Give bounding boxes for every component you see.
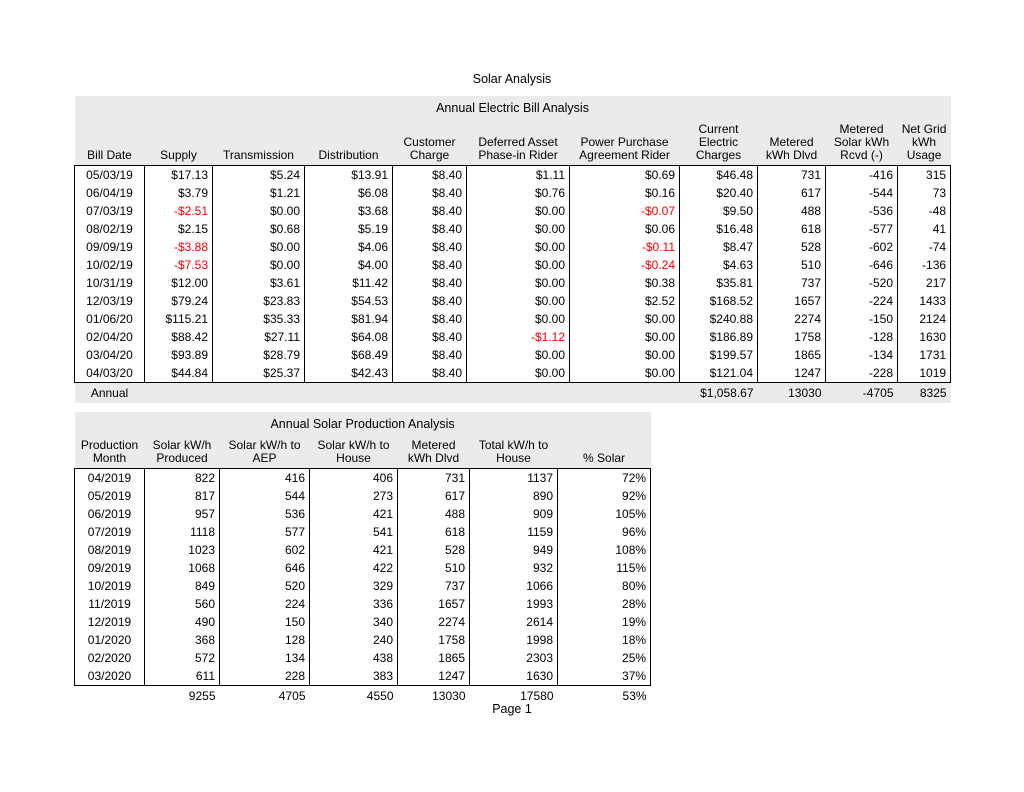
table-cell: 536 (220, 505, 310, 523)
solar-total-cell: 17580 (470, 686, 558, 707)
table-cell: 128 (220, 631, 310, 649)
bill-analysis-table (74, 96, 951, 403)
table-cell: -536 (826, 202, 898, 220)
table-cell: 422 (310, 559, 398, 577)
table-cell: 09/09/19 (75, 238, 145, 256)
table-cell: $35.81 (680, 274, 758, 292)
bill-total-blank-ppa-rider (570, 383, 680, 404)
table-cell: $42.43 (305, 364, 393, 383)
solar-total-cell: 53% (558, 686, 651, 707)
table-cell: $5.24 (213, 166, 305, 185)
table-cell: 2614 (470, 613, 558, 631)
table-cell: $9.50 (680, 202, 758, 220)
table-cell: 11/2019 (75, 595, 145, 613)
table-cell: $0.00 (467, 220, 570, 238)
solar-total-cell: 9255 (145, 686, 220, 707)
table-cell: 07/03/19 (75, 202, 145, 220)
table-cell: 96% (558, 523, 651, 541)
table-cell: 421 (310, 505, 398, 523)
bill-header-transmission: Transmission (213, 121, 305, 166)
table-cell: 01/06/20 (75, 310, 145, 328)
solar-table-body (75, 469, 651, 686)
table-cell: 10/2019 (75, 577, 145, 595)
table-cell: 150 (220, 613, 310, 631)
table-cell: 528 (398, 541, 470, 559)
table-cell: $25.37 (213, 364, 305, 383)
table-row (75, 274, 951, 292)
table-row (75, 577, 651, 595)
solar-total-cell: 4705 (220, 686, 310, 707)
table-row (75, 202, 951, 220)
table-cell: $0.00 (213, 202, 305, 220)
table-cell: $121.04 (680, 364, 758, 383)
table-cell: 368 (145, 631, 220, 649)
table-cell: $0.68 (213, 220, 305, 238)
table-cell: 134 (220, 649, 310, 667)
table-cell: $81.94 (305, 310, 393, 328)
table-cell: $8.40 (393, 256, 467, 274)
table-cell: 73 (898, 184, 951, 202)
table-cell: -$2.51 (145, 202, 213, 220)
table-cell: 949 (470, 541, 558, 559)
table-cell: 957 (145, 505, 220, 523)
table-cell: 1023 (145, 541, 220, 559)
table-cell: $4.63 (680, 256, 758, 274)
table-cell: $3.61 (213, 274, 305, 292)
table-cell: 10/02/19 (75, 256, 145, 274)
table-row (75, 346, 951, 364)
table-cell: 528 (758, 238, 826, 256)
bill-total-current-electric-charges: $1,058.67 (680, 383, 758, 404)
table-cell: 1066 (470, 577, 558, 595)
table-cell: -128 (826, 328, 898, 346)
bill-header-deferred-asset-phase-in-rider: Deferred Asset Phase-in Rider (467, 121, 570, 166)
solar-production-table (74, 412, 651, 706)
table-cell: $93.89 (145, 346, 213, 364)
table-cell: $199.57 (680, 346, 758, 364)
table-cell: 1630 (898, 328, 951, 346)
table-row (75, 166, 951, 185)
table-cell: $8.40 (393, 202, 467, 220)
bill-total-net-grid-kwh-usage: 8325 (898, 383, 951, 404)
bill-header-customer-charge: Customer Charge (393, 121, 467, 166)
table-cell: 19% (558, 613, 651, 631)
table-cell: -48 (898, 202, 951, 220)
table-cell: $8.40 (393, 328, 467, 346)
table-cell: 822 (145, 469, 220, 488)
bill-header-power-purchase-agreement-rider: Power Purchase Agreement Rider (570, 121, 680, 166)
table-cell: 25% (558, 649, 651, 667)
solar-total-cell: 4550 (310, 686, 398, 707)
table-cell: $0.16 (570, 184, 680, 202)
table-row (75, 310, 951, 328)
table-cell: $0.00 (570, 346, 680, 364)
table-cell: 541 (310, 523, 398, 541)
table-cell: $0.00 (467, 364, 570, 383)
table-cell: $27.11 (213, 328, 305, 346)
table-cell: -544 (826, 184, 898, 202)
table-cell: $4.06 (305, 238, 393, 256)
page-title: Solar Analysis (472, 72, 552, 86)
table-cell: $46.48 (680, 166, 758, 185)
table-cell: 1159 (470, 523, 558, 541)
table-row (75, 184, 951, 202)
table-cell: 72% (558, 469, 651, 488)
solar-header-production-month: Production Month (75, 437, 145, 469)
table-cell: 07/2019 (75, 523, 145, 541)
table-cell: 224 (220, 595, 310, 613)
table-cell: $5.19 (305, 220, 393, 238)
bill-total-blank-distribution (305, 383, 393, 404)
table-cell: 611 (145, 667, 220, 686)
table-cell: $20.40 (680, 184, 758, 202)
bill-total-blank-customer-charge (393, 383, 467, 404)
table-cell: $8.40 (393, 220, 467, 238)
table-cell: 890 (470, 487, 558, 505)
table-cell: 92% (558, 487, 651, 505)
table-cell: 04/2019 (75, 469, 145, 488)
solar-header-solar-kwh-to-house: Solar kW/h to House (310, 437, 398, 469)
bill-total-metered-solar-kwh-rcvd: -4705 (826, 383, 898, 404)
table-cell: $8.40 (393, 346, 467, 364)
table-cell: 08/2019 (75, 541, 145, 559)
table-cell: $4.00 (305, 256, 393, 274)
bill-table-body (75, 166, 951, 383)
table-cell: 329 (310, 577, 398, 595)
table-cell: 1433 (898, 292, 951, 310)
table-cell: $0.00 (570, 328, 680, 346)
table-row (75, 523, 651, 541)
table-row (75, 469, 651, 488)
table-row (75, 649, 651, 667)
table-cell: 1865 (758, 346, 826, 364)
table-cell: $17.13 (145, 166, 213, 185)
table-cell: 490 (145, 613, 220, 631)
table-cell: 2124 (898, 310, 951, 328)
table-cell: 817 (145, 487, 220, 505)
table-cell: 1758 (398, 631, 470, 649)
table-cell: $28.79 (213, 346, 305, 364)
table-cell: -74 (898, 238, 951, 256)
table-cell: $186.89 (680, 328, 758, 346)
table-cell: 09/2019 (75, 559, 145, 577)
table-cell: 488 (758, 202, 826, 220)
bill-analysis-section (74, 96, 950, 403)
table-cell: 18% (558, 631, 651, 649)
table-cell: $168.52 (680, 292, 758, 310)
table-cell: 731 (398, 469, 470, 488)
table-cell: 06/04/19 (75, 184, 145, 202)
table-cell: -416 (826, 166, 898, 185)
bill-total-blank-supply (145, 383, 213, 404)
table-cell: $44.84 (145, 364, 213, 383)
table-cell: $2.15 (145, 220, 213, 238)
table-cell: 646 (220, 559, 310, 577)
table-cell: $0.76 (467, 184, 570, 202)
solar-table-band-title: Annual Solar Production Analysis (270, 417, 455, 431)
table-cell: -134 (826, 346, 898, 364)
table-row (75, 364, 951, 383)
bill-header-metered-kwh-dlvd: Metered kWh Dlvd (758, 121, 826, 166)
table-row (75, 613, 651, 631)
table-cell: 2303 (470, 649, 558, 667)
table-cell: $0.00 (570, 364, 680, 383)
bill-total-label: Annual (75, 383, 145, 404)
table-cell: -$1.12 (467, 328, 570, 346)
table-cell: -646 (826, 256, 898, 274)
table-row (75, 559, 651, 577)
table-cell: $1.21 (213, 184, 305, 202)
table-cell: 105% (558, 505, 651, 523)
table-cell: 618 (398, 523, 470, 541)
table-cell: $13.91 (305, 166, 393, 185)
table-cell: 05/03/19 (75, 166, 145, 185)
table-cell: $8.47 (680, 238, 758, 256)
bill-total-blank-deferred-rider (467, 383, 570, 404)
table-cell: -224 (826, 292, 898, 310)
solar-production-section (74, 412, 650, 706)
table-cell: $0.00 (467, 238, 570, 256)
table-cell: 1865 (398, 649, 470, 667)
table-cell: $0.00 (467, 346, 570, 364)
solar-header-solar-kwh-produced: Solar kW/h Produced (145, 437, 220, 469)
table-cell: 12/03/19 (75, 292, 145, 310)
table-row (75, 667, 651, 686)
table-row (75, 631, 651, 649)
table-cell: $0.00 (213, 256, 305, 274)
table-cell: 06/2019 (75, 505, 145, 523)
table-cell: 240 (310, 631, 398, 649)
table-cell: -150 (826, 310, 898, 328)
table-cell: 10/31/19 (75, 274, 145, 292)
table-cell: 510 (398, 559, 470, 577)
table-cell: $3.79 (145, 184, 213, 202)
table-cell: 1068 (145, 559, 220, 577)
table-cell: $8.40 (393, 364, 467, 383)
table-cell: 1657 (758, 292, 826, 310)
table-cell: 1993 (470, 595, 558, 613)
table-cell: $0.00 (467, 292, 570, 310)
table-cell: 04/03/20 (75, 364, 145, 383)
table-row (75, 328, 951, 346)
table-row (75, 595, 651, 613)
table-cell: $2.52 (570, 292, 680, 310)
table-cell: -136 (898, 256, 951, 274)
table-row (75, 238, 951, 256)
table-cell: 617 (758, 184, 826, 202)
table-cell: 2274 (398, 613, 470, 631)
table-row (75, 256, 951, 274)
table-cell: 80% (558, 577, 651, 595)
table-cell: $1.11 (467, 166, 570, 185)
table-cell: $0.69 (570, 166, 680, 185)
table-cell: 05/2019 (75, 487, 145, 505)
table-cell: 438 (310, 649, 398, 667)
table-cell: 1731 (898, 346, 951, 364)
table-cell: 2274 (758, 310, 826, 328)
bill-header-metered-solar-kwh-rcvd: Metered Solar kWh Rcvd (-) (826, 121, 898, 166)
table-cell: 37% (558, 667, 651, 686)
table-cell: -$0.07 (570, 202, 680, 220)
table-cell: $68.49 (305, 346, 393, 364)
table-cell: 737 (398, 577, 470, 595)
table-cell: $12.00 (145, 274, 213, 292)
table-cell: 572 (145, 649, 220, 667)
solar-header-metered-kwh-dlvd: Metered kWh Dlvd (398, 437, 470, 469)
table-row (75, 487, 651, 505)
table-cell: $0.00 (467, 310, 570, 328)
table-cell: 1019 (898, 364, 951, 383)
table-cell: $3.68 (305, 202, 393, 220)
table-cell: 1758 (758, 328, 826, 346)
table-cell: 1247 (758, 364, 826, 383)
table-cell: 315 (898, 166, 951, 185)
table-cell: 1998 (470, 631, 558, 649)
bill-total-row (75, 383, 951, 404)
table-cell: $11.42 (305, 274, 393, 292)
solar-table-band (75, 412, 651, 437)
table-cell: $8.40 (393, 310, 467, 328)
table-cell: 544 (220, 487, 310, 505)
table-cell: 02/04/20 (75, 328, 145, 346)
solar-header-percent-solar: % Solar (558, 437, 651, 469)
table-cell: $0.00 (467, 202, 570, 220)
table-row (75, 292, 951, 310)
table-cell: 12/2019 (75, 613, 145, 631)
table-row (75, 541, 651, 559)
table-cell: 273 (310, 487, 398, 505)
table-row (75, 505, 651, 523)
table-cell: 488 (398, 505, 470, 523)
table-cell: 41 (898, 220, 951, 238)
table-cell: $8.40 (393, 184, 467, 202)
table-cell: 416 (220, 469, 310, 488)
table-cell: 909 (470, 505, 558, 523)
solar-table-header-row (75, 437, 651, 469)
table-cell: $6.08 (305, 184, 393, 202)
table-cell: -$0.11 (570, 238, 680, 256)
table-cell: 520 (220, 577, 310, 595)
table-cell: 1630 (470, 667, 558, 686)
table-cell: $79.24 (145, 292, 213, 310)
table-cell: -577 (826, 220, 898, 238)
table-cell: $8.40 (393, 238, 467, 256)
table-cell: 1137 (470, 469, 558, 488)
table-cell: 115% (558, 559, 651, 577)
table-cell: $0.00 (467, 256, 570, 274)
table-cell: 932 (470, 559, 558, 577)
table-cell: 03/2020 (75, 667, 145, 686)
table-cell: 617 (398, 487, 470, 505)
table-cell: 618 (758, 220, 826, 238)
solar-header-total-kwh-to-house: Total kW/h to House (470, 437, 558, 469)
table-cell: 28% (558, 595, 651, 613)
table-row (75, 220, 951, 238)
table-cell: $240.88 (680, 310, 758, 328)
table-cell: 108% (558, 541, 651, 559)
table-cell: $16.48 (680, 220, 758, 238)
table-cell: 510 (758, 256, 826, 274)
table-cell: $35.33 (213, 310, 305, 328)
solar-header-solar-kwh-to-aep: Solar kW/h to AEP (220, 437, 310, 469)
table-cell: 737 (758, 274, 826, 292)
bill-header-net-grid-kwh-usage: Net Grid kWh Usage (898, 121, 951, 166)
table-cell: -228 (826, 364, 898, 383)
table-cell: 406 (310, 469, 398, 488)
bill-total-metered-kwh-dlvd: 13030 (758, 383, 826, 404)
table-cell: 849 (145, 577, 220, 595)
table-cell: -$0.24 (570, 256, 680, 274)
table-cell: $0.38 (570, 274, 680, 292)
table-cell: 421 (310, 541, 398, 559)
bill-header-bill-date: Bill Date (75, 121, 145, 166)
table-cell: 01/2020 (75, 631, 145, 649)
bill-table-header-row (75, 121, 951, 166)
table-cell: 03/04/20 (75, 346, 145, 364)
table-cell: 383 (310, 667, 398, 686)
solar-total-cell: 13030 (398, 686, 470, 707)
table-cell: 08/02/19 (75, 220, 145, 238)
table-cell: 217 (898, 274, 951, 292)
table-cell: $8.40 (393, 166, 467, 185)
bill-header-supply: Supply (145, 121, 213, 166)
table-cell: $0.00 (570, 310, 680, 328)
table-cell: 1657 (398, 595, 470, 613)
table-cell: 1247 (398, 667, 470, 686)
table-cell: -520 (826, 274, 898, 292)
table-cell: -$3.88 (145, 238, 213, 256)
table-cell: -$7.53 (145, 256, 213, 274)
table-cell: 577 (220, 523, 310, 541)
bill-header-current-electric-charges: Current Electric Charges (680, 121, 758, 166)
bill-table-band-title: Annual Electric Bill Analysis (436, 101, 589, 115)
page-footer: Page 1 (492, 702, 532, 716)
table-cell: $0.06 (570, 220, 680, 238)
table-cell: $8.40 (393, 292, 467, 310)
table-cell: $64.08 (305, 328, 393, 346)
table-cell: -602 (826, 238, 898, 256)
table-cell: 340 (310, 613, 398, 631)
table-cell: $0.00 (213, 238, 305, 256)
table-cell: 336 (310, 595, 398, 613)
table-cell: 731 (758, 166, 826, 185)
table-cell: 602 (220, 541, 310, 559)
table-cell: $54.53 (305, 292, 393, 310)
bill-header-distribution: Distribution (305, 121, 393, 166)
table-cell: $23.83 (213, 292, 305, 310)
table-cell: 560 (145, 595, 220, 613)
table-cell: $0.00 (467, 274, 570, 292)
table-cell: 02/2020 (75, 649, 145, 667)
table-cell: $115.21 (145, 310, 213, 328)
table-cell: $8.40 (393, 274, 467, 292)
table-cell: 1118 (145, 523, 220, 541)
table-cell: $88.42 (145, 328, 213, 346)
table-cell: 228 (220, 667, 310, 686)
bill-table-band (75, 96, 951, 121)
bill-total-blank-transmission (213, 383, 305, 404)
